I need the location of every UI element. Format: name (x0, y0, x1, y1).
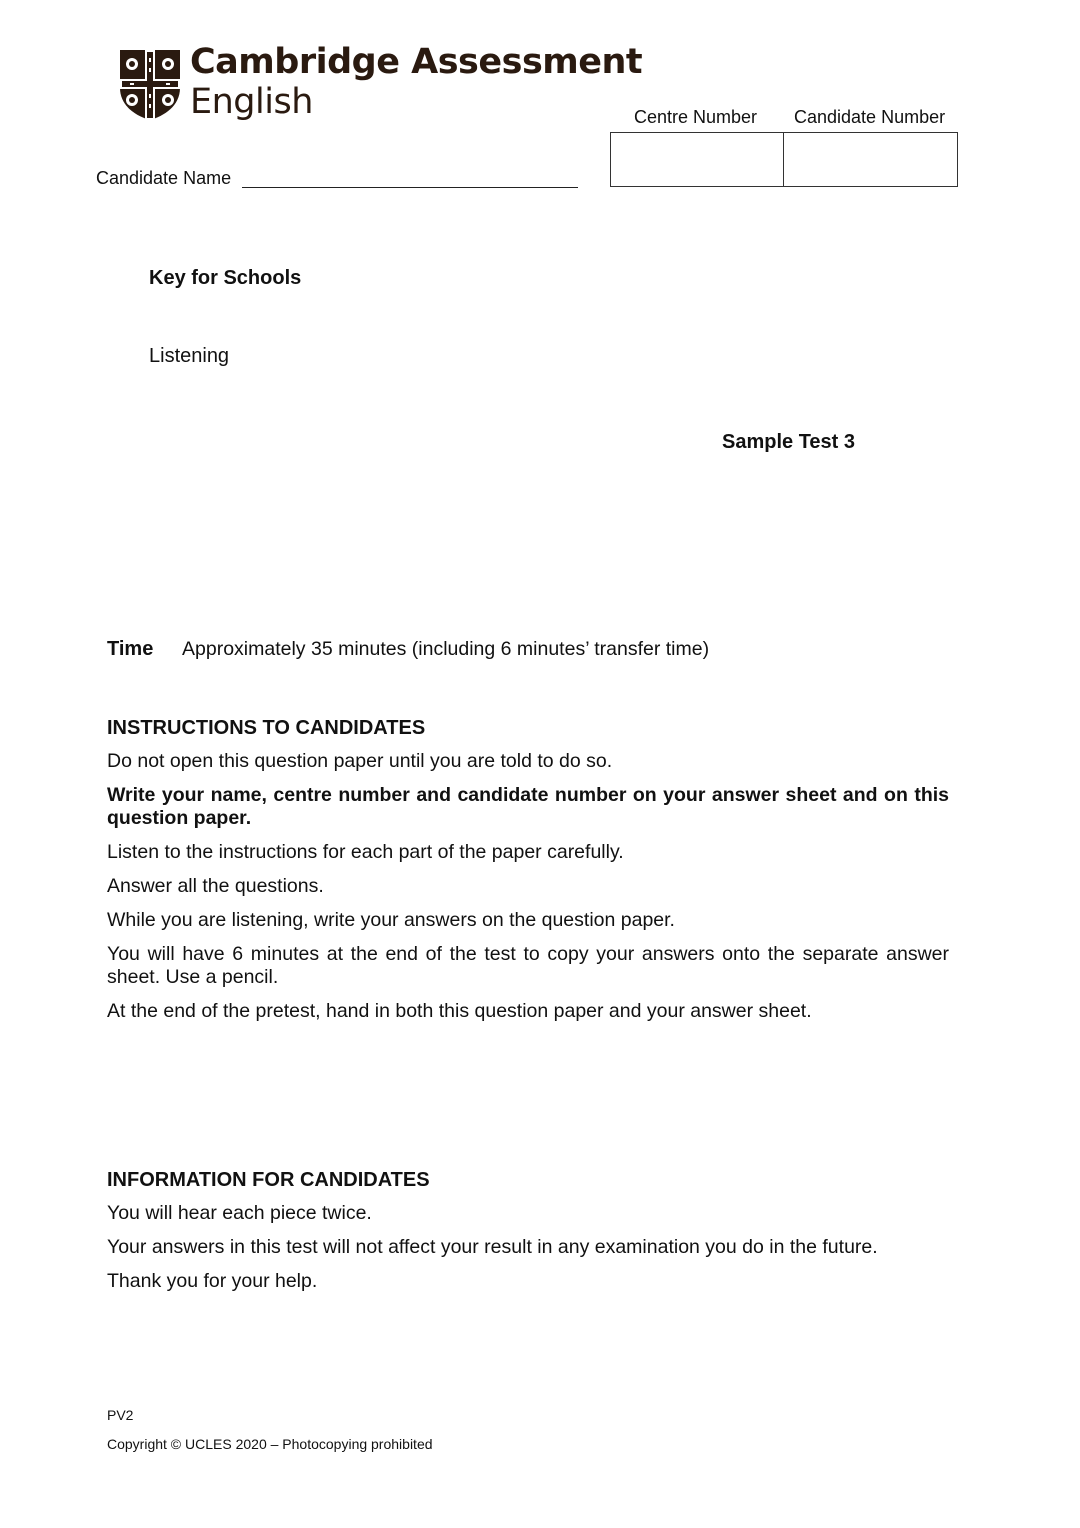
instructions-heading: INSTRUCTIONS TO CANDIDATES (107, 717, 426, 739)
candidate-number-label: Candidate Number (794, 107, 946, 127)
paper-code: PV2 (107, 1407, 134, 1423)
instructions-section (107, 717, 949, 1034)
instruction-item: Listen to the instructions for each part of the paper carefully. (107, 841, 624, 863)
candidate-name-field[interactable] (242, 187, 578, 188)
number-boxes (610, 132, 958, 187)
copyright-notice: Copyright © UCLES 2020 – Photocopying prohibited (107, 1436, 433, 1452)
information-section (107, 1169, 949, 1304)
information-item: Your answers in this test will not affect your result in any examination you do in the future. (107, 1236, 878, 1258)
time-value: Approximately 35 minutes (including 6 minutes’ transfer time) (182, 638, 710, 660)
university-crest-icon (118, 48, 182, 122)
information-item: Thank you for your help. (107, 1270, 318, 1292)
instruction-item: While you are listening, write your answers on the question paper. (107, 909, 675, 931)
instruction-item: Write your name, centre number and candidate number on your answer sheet and on this question paper. (107, 784, 949, 829)
candidate-name-label: Candidate Name (96, 168, 232, 188)
candidate-number-box[interactable] (784, 133, 957, 186)
instruction-item: At the end of the pretest, hand in both this question paper and your answer sheet. (107, 1000, 812, 1022)
centre-number-box[interactable] (611, 133, 784, 186)
instruction-item: Answer all the questions. (107, 875, 324, 897)
centre-number-label: Centre Number (634, 107, 758, 127)
instruction-item: You will have 6 minutes at the end of the test to copy your answers onto the separate answer sheet. Use a pencil. (107, 943, 949, 988)
instruction-item: Do not open this question paper until you are told to do so. (107, 750, 613, 772)
logo-wordmark-line2: English (190, 82, 313, 122)
information-heading: INFORMATION FOR CANDIDATES (107, 1169, 430, 1191)
information-item: You will hear each piece twice. (107, 1202, 372, 1224)
time-label: Time (107, 638, 154, 660)
sample-test-label: Sample Test 3 (722, 431, 856, 453)
logo-wordmark-line1: Cambridge Assessment (190, 42, 643, 82)
paper-name: Listening (149, 345, 230, 367)
exam-title: Key for Schools (149, 267, 302, 289)
